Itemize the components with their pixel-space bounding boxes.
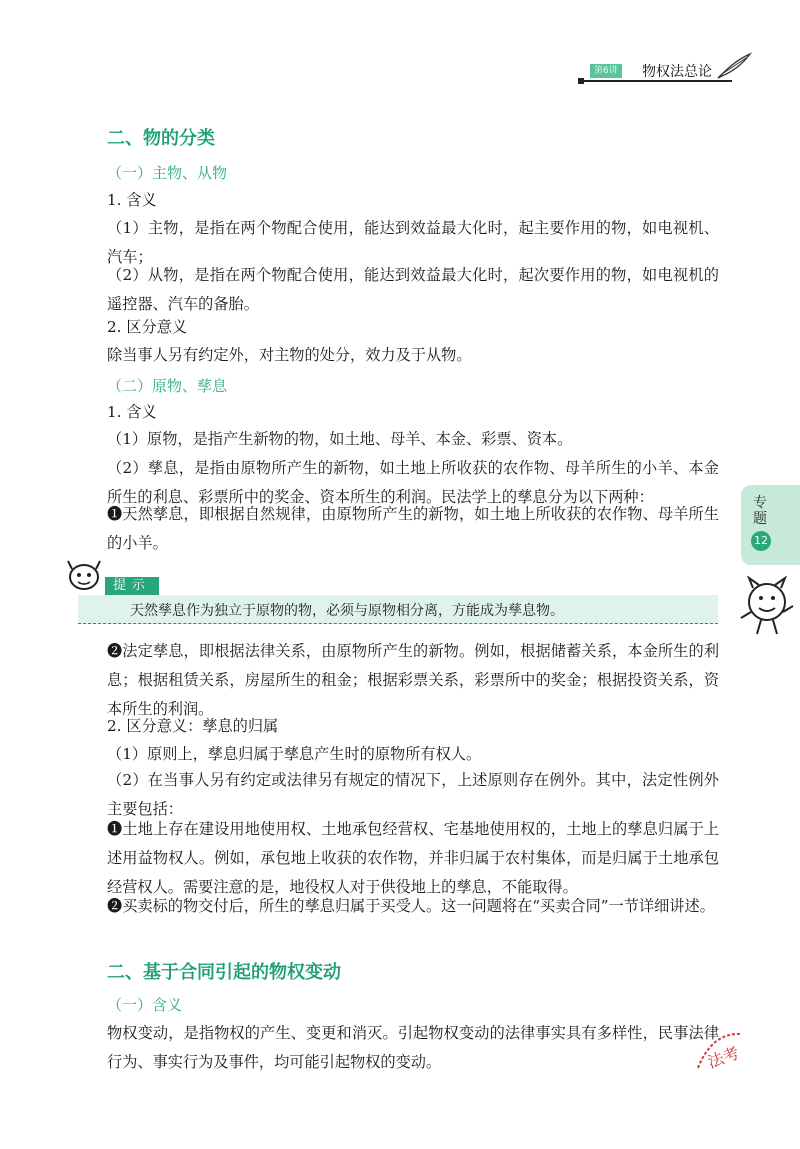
side-tab-label: 专题 bbox=[753, 495, 767, 527]
tip-text: 天然孳息作为独立于原物的物，必须与原物相分离，方能成为孳息物。 bbox=[130, 603, 564, 619]
header-chapter-tag: 第6讲 bbox=[590, 64, 622, 78]
sub-heading: （一）主物、从物 bbox=[107, 164, 228, 182]
section-heading: 二、物的分类 bbox=[107, 128, 215, 149]
paragraph: ❶土地上存在建设用地使用权、土地承包经营权、宅基地使用权的，土地上的孳息归属于上述用益物权人。例如，承包地上收获的农作物，并非归属于农村集体，而是归属于土地承包经营权人。需要注意的是，地役权人对于供役地上的孳息，不能取得。 bbox=[107, 820, 719, 896]
paragraph: ❶天然孳息，即根据自然规律，由原物所产生的新物，如土地上所收获的农作物、母羊所生的小羊。 bbox=[107, 505, 719, 552]
header-title: 物权法总论 bbox=[642, 64, 712, 80]
paragraph: （2）孳息，是指由原物所产生的新物，如土地上所收获的农作物、母羊所生的小羊、本金所生的利息、彩票所中的奖金、资本所生的利润。民法学上的孳息分为以下两种： bbox=[107, 459, 719, 506]
tip-mascot-icon bbox=[64, 557, 104, 595]
chapter-side-tab bbox=[741, 485, 800, 565]
paragraph: 1. 含义 bbox=[107, 191, 157, 209]
paragraph: 物权变动，是指物权的产生、变更和消灭。引起物权变动的法律事实具有多样性，民事法律行为、事实行为及事件，均可能引起物权的变动。 bbox=[107, 1024, 719, 1071]
sub-heading: （二）原物、孳息 bbox=[107, 377, 228, 395]
paragraph: （2）从物，是指在两个物配合使用，能达到效益最大化时，起次要作用的物，如电视机的遥控器、汽车的备胎。 bbox=[107, 266, 719, 313]
stamp-logo bbox=[692, 1024, 748, 1076]
feather-icon bbox=[716, 52, 752, 80]
svg-text:法考: 法考 bbox=[705, 1043, 742, 1072]
paragraph: 2. 区分意义 bbox=[107, 318, 188, 336]
paragraph: （1）原物，是指产生新物的物，如土地、母羊、本金、彩票、资本。 bbox=[107, 430, 573, 448]
side-tab-number: 12 bbox=[751, 531, 771, 551]
section-heading: 二、基于合同引起的物权变动 bbox=[107, 962, 341, 983]
paragraph: ❷买卖标的物交付后，所生的孳息归属于买受人。这一问题将在“买卖合同”一节详细讲述。 bbox=[107, 897, 715, 915]
paragraph: （1）主物，是指在两个物配合使用，能达到效益最大化时，起主要作用的物，如电视机、汽车； bbox=[107, 219, 719, 266]
paragraph: 1. 含义 bbox=[107, 403, 157, 421]
mascot-icon bbox=[737, 576, 797, 638]
paragraph: （1）原则上，孳息归属于孳息产生时的原物所有权人。 bbox=[107, 745, 482, 763]
paragraph: ❷法定孳息，即根据法律关系，由原物所产生的新物。例如，根据储蓄关系，本金所生的利息；根据租赁关系，房屋所生的租金；根据彩票关系，彩票所中的奖金；根据投资关系，资本所生的利润。 bbox=[107, 642, 719, 718]
paragraph: 2. 区分意义：孳息的归属 bbox=[107, 717, 279, 735]
paragraph: 除当事人另有约定外，对主物的处分，效力及于从物。 bbox=[107, 346, 472, 364]
running-header bbox=[560, 58, 760, 88]
paragraph: （2）在当事人另有约定或法律另有规定的情况下，上述原则存在例外。其中，法定性例外主要包括： bbox=[107, 771, 719, 818]
sub-heading: （一）含义 bbox=[107, 996, 183, 1014]
tip-label: 提示 bbox=[105, 577, 159, 595]
